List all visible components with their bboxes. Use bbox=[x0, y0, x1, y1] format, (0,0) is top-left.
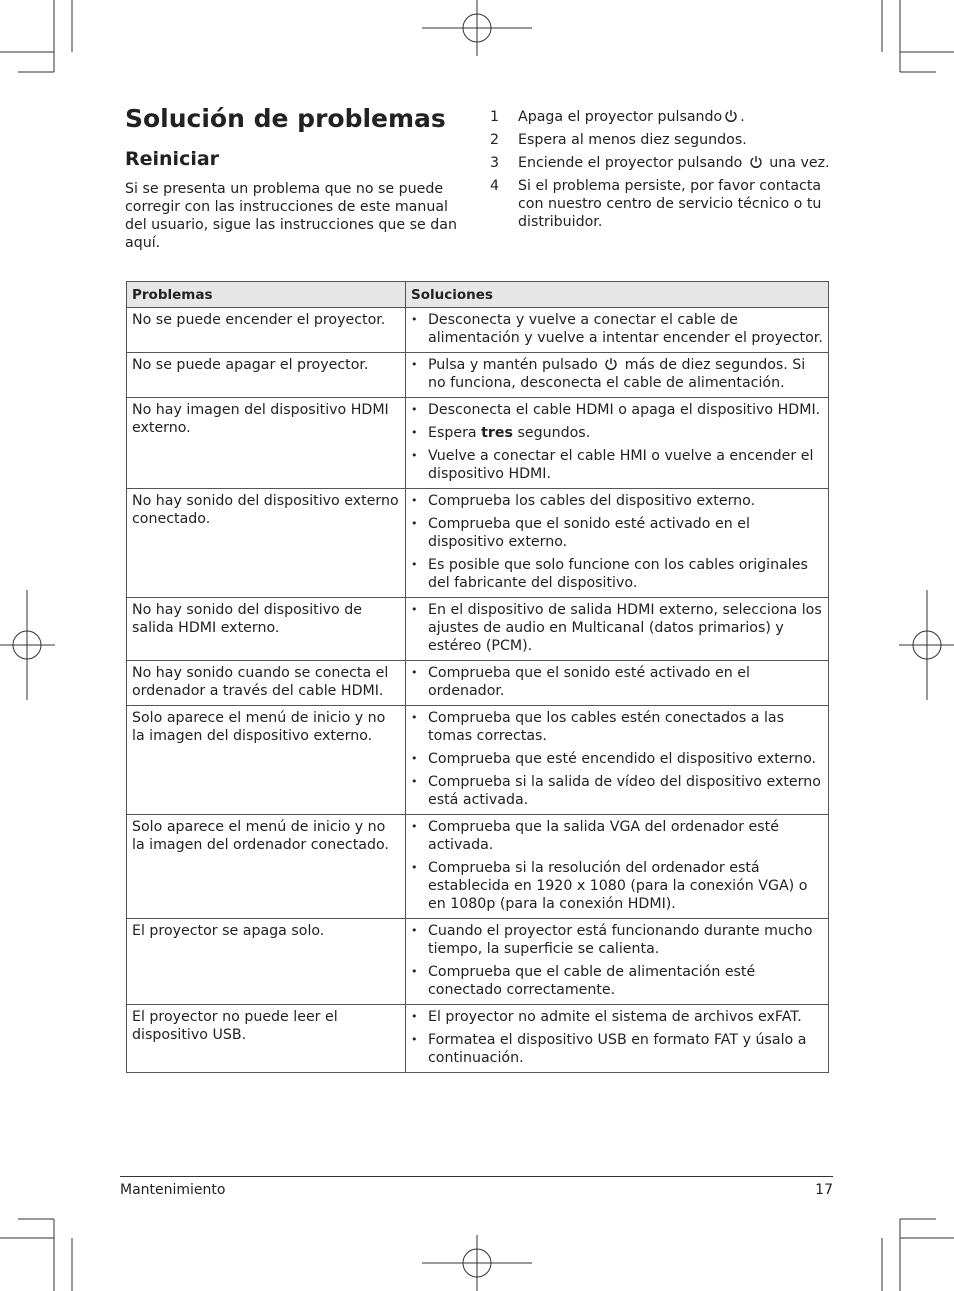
table-row bbox=[127, 489, 829, 598]
solutions-cell bbox=[406, 815, 829, 919]
solution-item: • Comprueba que el sonido esté activado en el dispositivo externo. bbox=[411, 515, 824, 551]
step-item bbox=[490, 177, 830, 231]
problem-cell: No hay sonido del dispositivo de salida HDMI externo. bbox=[127, 598, 406, 661]
restart-steps bbox=[490, 108, 830, 236]
table-row bbox=[127, 706, 829, 815]
solutions-cell bbox=[406, 308, 829, 353]
section-subtitle: Reiniciar bbox=[125, 148, 220, 170]
step-number: 4 bbox=[490, 178, 500, 194]
table-row bbox=[127, 815, 829, 919]
table-header-row bbox=[127, 282, 829, 308]
power-icon bbox=[604, 357, 618, 371]
solution-item: • Comprueba los cables del dispositivo externo. bbox=[411, 492, 824, 510]
intro-paragraph: Si se presenta un problema que no se puede corregir con las instrucciones de este manual del usuario, sigue las instrucciones que se dan aquí. bbox=[125, 181, 457, 251]
step-number: 1 bbox=[490, 109, 500, 125]
step-item bbox=[490, 131, 830, 149]
solutions-cell bbox=[406, 661, 829, 706]
problem-cell: No hay imagen del dispositivo HDMI externo. bbox=[127, 398, 406, 489]
solutions-cell bbox=[406, 919, 829, 1005]
page-number: 17 bbox=[815, 1182, 833, 1198]
solutions-cell bbox=[406, 353, 829, 398]
step-text: Enciende el proyector pulsando bbox=[518, 155, 743, 171]
footer-divider bbox=[120, 1176, 833, 1177]
solutions-cell bbox=[406, 1005, 829, 1073]
power-icon bbox=[724, 109, 738, 123]
solutions-cell bbox=[406, 489, 829, 598]
solution-item: • Formatea el dispositivo USB en formato FAT y úsalo a continuación. bbox=[411, 1031, 824, 1067]
solution-item: • Comprueba que esté encendido el dispositivo externo. bbox=[411, 750, 824, 768]
solutions-cell bbox=[406, 598, 829, 661]
solution-item: • Vuelve a conectar el cable HMI o vuelve a encender el dispositivo HDMI. bbox=[411, 447, 824, 483]
step-text: Si el problema persiste, por favor contacta con nuestro centro de servicio técnico o tu distribuidor. bbox=[518, 178, 822, 230]
step-item bbox=[490, 154, 830, 172]
problem-cell: Solo aparece el menú de inicio y no la imagen del dispositivo externo. bbox=[127, 706, 406, 815]
step-text: Apaga el proyector pulsando bbox=[518, 109, 723, 125]
solution-item: • Desconecta el cable HDMI o apaga el dispositivo HDMI. bbox=[411, 401, 824, 419]
problem-cell: El proyector no puede leer el dispositivo USB. bbox=[127, 1005, 406, 1073]
step-item bbox=[490, 108, 830, 126]
step-text: Espera al menos diez segundos. bbox=[518, 132, 747, 148]
header-solutions: Soluciones bbox=[406, 282, 829, 308]
solution-item: • Es posible que solo funcione con los cables originales del fabricante del dispositivo. bbox=[411, 556, 824, 592]
solution-item: • Comprueba si la salida de vídeo del dispositivo externo está activada. bbox=[411, 773, 824, 809]
step-number: 2 bbox=[490, 132, 500, 148]
solution-item: • Comprueba que los cables estén conectados a las tomas correctas. bbox=[411, 709, 824, 745]
solution-item: • En el dispositivo de salida HDMI externo, selecciona los ajustes de audio en Multicanal (datos primarios) y estéreo (PCM). bbox=[411, 601, 824, 655]
footer-section-name: Mantenimiento bbox=[120, 1182, 226, 1198]
solutions-cell bbox=[406, 398, 829, 489]
table-row bbox=[127, 598, 829, 661]
table-row bbox=[127, 919, 829, 1005]
page-title: Solución de problemas bbox=[125, 104, 446, 133]
step-text-end: . bbox=[740, 109, 745, 125]
solution-item: • Comprueba que el cable de alimentación esté conectado correctamente. bbox=[411, 963, 824, 999]
table-row bbox=[127, 1005, 829, 1073]
problem-cell: No se puede encender el proyector. bbox=[127, 308, 406, 353]
step-text-end: una vez. bbox=[769, 155, 830, 171]
solution-item: • Espera tres segundos. bbox=[411, 424, 824, 442]
table-row bbox=[127, 353, 829, 398]
solution-item: • Comprueba que el sonido esté activado en el ordenador. bbox=[411, 664, 824, 700]
solution-item: • Pulsa y mantén pulsado más de diez segundos. Si no funciona, desconecta el cable de alimentación. bbox=[411, 356, 824, 392]
solutions-cell bbox=[406, 706, 829, 815]
troubleshooting-table bbox=[126, 281, 829, 1073]
table-row bbox=[127, 308, 829, 353]
table-row bbox=[127, 661, 829, 706]
power-icon bbox=[749, 155, 763, 169]
table-row bbox=[127, 398, 829, 489]
problem-cell: El proyector se apaga solo. bbox=[127, 919, 406, 1005]
problem-cell: No hay sonido del dispositivo externo conectado. bbox=[127, 489, 406, 598]
header-problems: Problemas bbox=[127, 282, 406, 308]
problem-cell: No hay sonido cuando se conecta el ordenador a través del cable HDMI. bbox=[127, 661, 406, 706]
problem-cell: No se puede apagar el proyector. bbox=[127, 353, 406, 398]
step-number: 3 bbox=[490, 155, 500, 171]
solution-item: • El proyector no admite el sistema de archivos exFAT. bbox=[411, 1008, 824, 1026]
solution-item: • Comprueba que la salida VGA del ordenador esté activada. bbox=[411, 818, 824, 854]
problem-cell: Solo aparece el menú de inicio y no la imagen del ordenador conectado. bbox=[127, 815, 406, 919]
solution-item: • Desconecta y vuelve a conectar el cable de alimentación y vuelve a intentar encender el proyector. bbox=[411, 311, 824, 347]
solution-item: • Cuando el proyector está funcionando durante mucho tiempo, la superficie se calienta. bbox=[411, 922, 824, 958]
solution-item: • Comprueba si la resolución del ordenador está establecida en 1920 x 1080 (para la conexión VGA) o en 1080p (para la conexión HDMI). bbox=[411, 859, 824, 913]
